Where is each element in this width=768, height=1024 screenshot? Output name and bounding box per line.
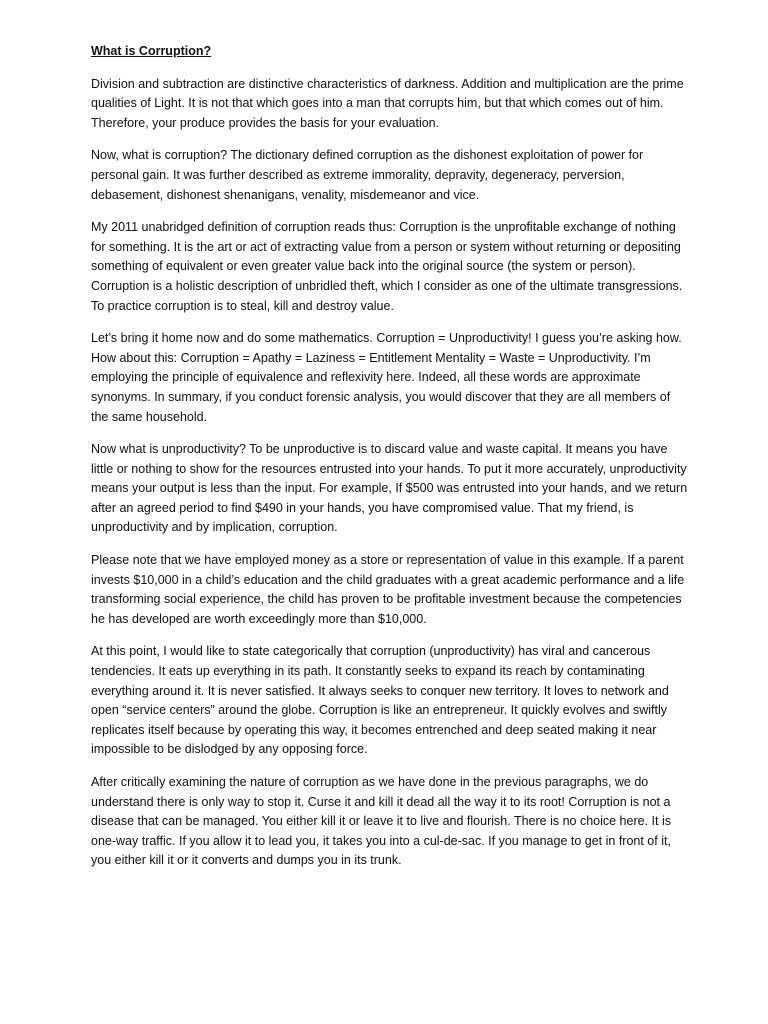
paragraph-8: After critically examining the nature of corruption as we have done in the previous paragraphs, we do understand there is only way to stop it. Curse it and kill it dead all the way it to its root! Corruption is not a disease that can be managed. You either kill it or leave it to live and flourish. There is no choice here. It is one-way traffic. If you allow it to lead you, it takes you into a cul-de-sac. If you manage to get in front of it, you either kill it or it converts and dumps you in its trunk. bbox=[91, 775, 671, 868]
paragraph-5: Now what is unproductivity? To be unproductive is to discard value and waste capital. It means you have little or nothing to show for the resources entrusted into your hands. To put it more accurately, unproductivity means your output is less than the input. For example, If $500 was entrusted into your hands, and we return after an agreed period to find $490 in your hands, you have compromised value. That my friend, is unproductivity and by implication, corruption. bbox=[91, 442, 688, 535]
paragraph-2: Now, what is corruption? The dictionary defined corruption as the dishonest exploitation of power for personal gain. It was further described as extreme immorality, depravity, degeneracy, perversion, debasement, dishonest shenanigans, venality, misdemeanor and vice. bbox=[91, 148, 644, 202]
paragraph-6: Please note that we have employed money as a store or representation of value in this example. If a parent invests $10,000 in a child’s education and the child graduates with a great academic performance and a life transforming social experience, the child has proven to be profitable investment because the competencies he has developed are worth exceedingly more than $10,000. bbox=[91, 553, 685, 626]
paragraph-7: At this point, I would like to state categorically that corruption (unproductivity) has viral and cancerous tendencies. It eats up everything in its path. It constantly seeks to expand its reach by contaminating everything around it. It is never satisfied. It always seeks to conquer new territory. It loves to network and open “service centers” around the globe. Corruption is like an entrepreneur. It quickly evolves and swiftly replicates itself because by operating this way, it becomes entrenched and deep seated making it near impossible to be dislodged by any opposing force. bbox=[91, 644, 669, 757]
document-title: What is Corruption? bbox=[91, 44, 212, 58]
paragraph-1: Division and subtraction are distinctive characteristics of darkness. Addition and multiplication are the prime qualities of Light. It is not that which goes into a man that corrupts him, but that which comes out of him. Therefore, your produce provides the basis for your evaluation. bbox=[91, 76, 684, 130]
paragraph-3: My 2011 unabridged definition of corruption reads thus: Corruption is the unprofitable exchange of nothing for something. It is the art or act of extracting value from a person or system without returning or depositing something of equivalent or even greater value back into the original source (the system or person). Corruption is a holistic description of unbridled theft, which I consider as one of the ultimate transgressions. To practice corruption is to steal, kill and destroy value. bbox=[91, 220, 683, 313]
paragraph-4: Let’s bring it home now and do some mathematics. Corruption = Unproductivity! I guess you’re asking how. How about this: Corruption = Apathy = Laziness = Entitlement Mentality = Waste = Unproductivity. I’m employing the principle of equivalence and reflexivity here. Indeed, all these words are approximate synonyms. In summary, if you conduct forensic analysis, you would discover that they are all members of the same household. bbox=[91, 331, 682, 424]
document-body bbox=[91, 42, 691, 884]
